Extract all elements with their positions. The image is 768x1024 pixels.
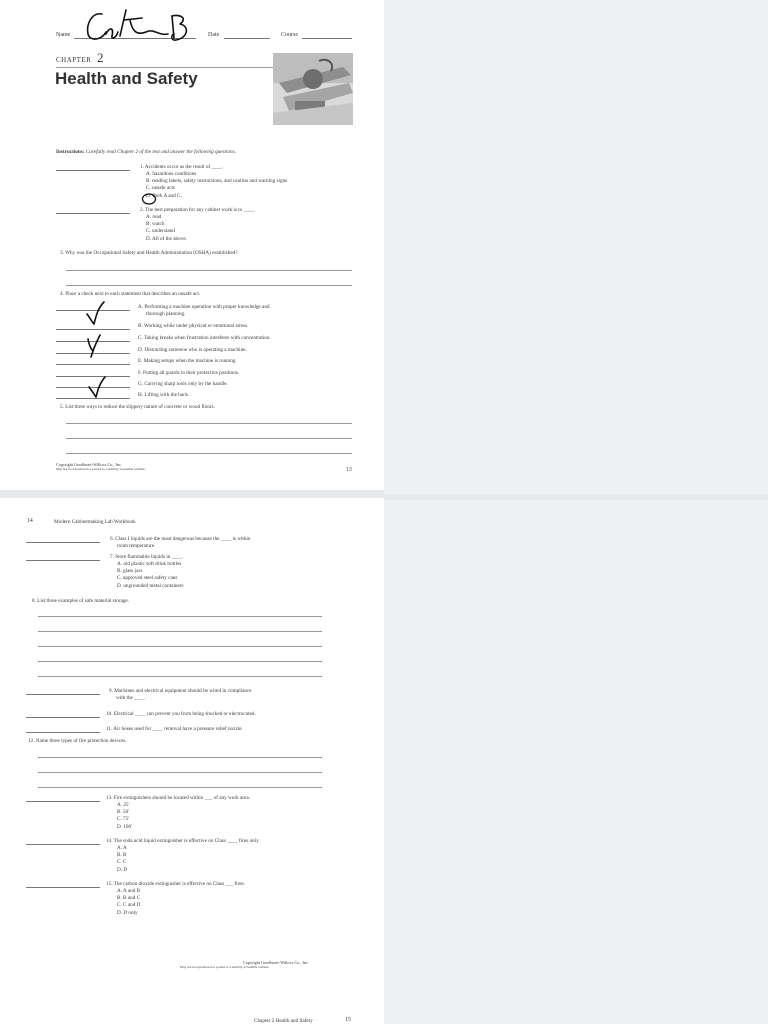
q1-option-b[interactable]: B. reading labels, safety instructions, and caution and warning signs: [146, 178, 288, 185]
check-blank-q4-e[interactable]: [56, 364, 130, 365]
answer-blank-q2[interactable]: [56, 213, 130, 214]
instructions: [56, 149, 236, 155]
answer-line-q12-3[interactable]: [38, 787, 322, 788]
question-13-options: [117, 802, 132, 831]
question-7-options: [117, 561, 184, 590]
name-label: Name: [56, 32, 71, 38]
q13-option-b[interactable]: B. 50': [117, 809, 130, 816]
q1-option-a[interactable]: A. hazardous conditions: [146, 171, 197, 177]
answer-line-q8-2[interactable]: [38, 631, 322, 632]
q15-option-b[interactable]: B. B and C: [117, 895, 141, 902]
handwritten-name-signature: [80, 6, 196, 46]
page-title: Health and Safety: [55, 69, 198, 88]
answer-blank-q7[interactable]: [26, 560, 100, 561]
q14-option-d[interactable]: D. D: [117, 866, 128, 873]
date-label: Date: [208, 32, 220, 38]
answer-line-q5-2[interactable]: [66, 438, 352, 439]
question-14: 14. The soda acid liquid extinguisher is effective on Class ____ fires only.: [106, 838, 260, 844]
instructions-label: Instructions:: [56, 149, 85, 155]
date-field[interactable]: [224, 38, 270, 39]
chapter-label: CHAPTER: [56, 56, 92, 64]
answer-blank-q11[interactable]: [26, 732, 100, 733]
answer-line-q5-1[interactable]: [66, 423, 352, 424]
q14-option-a[interactable]: A. A: [117, 845, 127, 851]
answer-blank-q14[interactable]: [26, 844, 100, 845]
answer-line-q3-2[interactable]: [66, 285, 352, 286]
question-9-cont: with the ____.: [116, 695, 146, 701]
checkmark-q4-b-icon: [84, 300, 106, 326]
answer-line-q12-1[interactable]: [38, 757, 322, 758]
answer-blank-q1[interactable]: [56, 170, 130, 171]
question-15-options: [117, 888, 140, 917]
question-7: 7. Store flammable liquids in ____.: [110, 554, 184, 560]
course-label: Course: [281, 32, 298, 38]
page-number-15: 15: [345, 1017, 351, 1023]
page-number-13: 13: [346, 467, 352, 473]
q15-option-a[interactable]: A. A and B: [117, 888, 141, 894]
reproduction-notice: May not be reproduced or posted to a publicly accessible website.: [56, 467, 146, 471]
answer-blank-q15[interactable]: [26, 887, 100, 888]
answer-line-q3-1[interactable]: [66, 270, 352, 271]
question-6: 6. Class I liquids are the most dangerous because the ____ is within: [110, 536, 251, 542]
q13-option-a[interactable]: A. 25': [117, 802, 130, 808]
q4-item-c: C. Taking breaks when frustration interferes with concentration.: [138, 335, 271, 341]
q1-option-d[interactable]: D. Both A and C.: [146, 192, 182, 199]
question-15: 15. The carbon dioxide extinguisher is effective on Class ___ fires.: [106, 881, 245, 887]
q1-option-c[interactable]: C. unsafe acts: [146, 185, 175, 192]
circled-answer-mark-icon: [141, 192, 157, 206]
q13-option-c[interactable]: C. 75': [117, 816, 130, 823]
answer-blank-q6[interactable]: [26, 542, 100, 543]
answer-blank-q9[interactable]: [26, 694, 100, 695]
question-3: 3. Why was the Occupational Safety and Health Administration (OSHA) established?: [60, 250, 238, 256]
worksheet-page-13: [0, 0, 384, 490]
title-rule: [56, 67, 274, 68]
question-10: 10. Electrical ____ can prevent you from being shocked or electrocuted.: [106, 711, 256, 717]
question-6-cont: room temperature.: [117, 543, 156, 549]
question-1: 1. Accidents occur as the result of ____.: [140, 164, 224, 170]
q7-option-c[interactable]: C. approved steel safety cans: [117, 575, 178, 582]
q2-option-d[interactable]: D. All of the above.: [146, 235, 187, 242]
answer-line-q8-1[interactable]: [38, 616, 322, 617]
answer-blank-q10[interactable]: [26, 717, 100, 718]
question-4: 4. Place a check next to each statement that describes an unsafe act.: [60, 291, 201, 297]
q4-item-e: E. Making setups when the machine is running.: [138, 358, 237, 364]
q2-option-a[interactable]: A. read: [146, 214, 162, 220]
q4-item-f: F. Putting all guards in their protective positions.: [138, 370, 240, 376]
table-saw-photo-image: [273, 53, 353, 125]
blank-side-panel-top: [384, 0, 768, 494]
q2-option-b[interactable]: B. watch: [146, 221, 165, 228]
q4-item-a: A. Performing a machine operation with proper knowledge and: [138, 304, 270, 310]
q15-option-d[interactable]: D. D only: [117, 909, 138, 916]
chapter-number: 2: [97, 50, 104, 65]
answer-blank-q13[interactable]: [26, 801, 100, 802]
copyright-notice-2: Copyright Goodheart-Willcox Co., Inc.: [243, 960, 309, 965]
question-13: 13. Fire extinguishers should be located within ___ of any work area.: [106, 795, 250, 801]
check-blank-q4-b[interactable]: [56, 329, 130, 330]
blank-side-panel-bottom: [384, 500, 768, 1024]
question-8: 8. List three examples of safe material storage.: [32, 598, 129, 604]
checkmark-q4-g-icon: [86, 375, 108, 399]
q13-option-d[interactable]: D. 100': [117, 823, 133, 830]
q2-option-c[interactable]: C. understand: [146, 228, 175, 235]
course-field[interactable]: [302, 38, 352, 39]
question-11: 11. Air hoses used for ____ removal have a pressure relief nozzle.: [106, 726, 243, 732]
answer-line-q8-3[interactable]: [38, 646, 322, 647]
question-1-options: [146, 171, 287, 200]
q7-option-d[interactable]: D. ungrounded metal containers: [117, 582, 184, 589]
copyright-notice: Copyright Goodheart-Willcox Co., Inc.: [56, 462, 122, 467]
instructions-text: Carefully read Chapter 2 of the text and answer the following questions.: [85, 149, 236, 155]
question-14-options: [117, 845, 127, 874]
q14-option-c[interactable]: C. C: [117, 859, 127, 866]
q4-item-h: H. Lifting with the back.: [138, 392, 190, 398]
q4-item-b: B. Working while under physical or emotional stress.: [138, 323, 249, 329]
q4-item-a-cont: thorough planning.: [146, 311, 186, 317]
q7-option-b[interactable]: B. glass jars: [117, 568, 143, 575]
answer-line-q5-3[interactable]: [66, 453, 352, 454]
page-number-14: 14: [27, 518, 33, 524]
answer-line-q12-2[interactable]: [38, 772, 322, 773]
q14-option-b[interactable]: B. B: [117, 852, 127, 859]
next-page-footer: Chapter 2 Health and Safety: [254, 1018, 313, 1024]
q15-option-c[interactable]: C. C and D: [117, 902, 141, 909]
checkmark-q4-d-icon: [84, 333, 104, 359]
q7-option-a[interactable]: A. old plastic soft drink bottles: [117, 561, 182, 567]
worksheet-page-14: [0, 498, 384, 1024]
answer-line-q8-4[interactable]: [38, 661, 322, 662]
answer-line-q8-5[interactable]: [38, 676, 322, 677]
running-head: Modern Cabinetmaking Lab Workbook: [54, 519, 136, 525]
question-2: 2. The best preparation for any cabinet work is to ____.: [140, 207, 256, 213]
question-9: 9. Machines and electrical equipment should be wired in compliance: [109, 688, 252, 694]
q4-item-g: G. Carrying sharp tools only by the handle.: [138, 381, 228, 387]
question-5: 5. List three ways to reduce the slippery nature of concrete or wood floors.: [60, 404, 215, 410]
question-12: 12. Name three types of fire protection devices.: [28, 738, 127, 744]
question-2-options: [146, 214, 187, 243]
q4-item-d: D. Distracting someone who is operating a machine.: [138, 347, 247, 353]
reproduction-notice-2: May not be reproduced or posted to a publicly accessible website.: [180, 965, 270, 969]
